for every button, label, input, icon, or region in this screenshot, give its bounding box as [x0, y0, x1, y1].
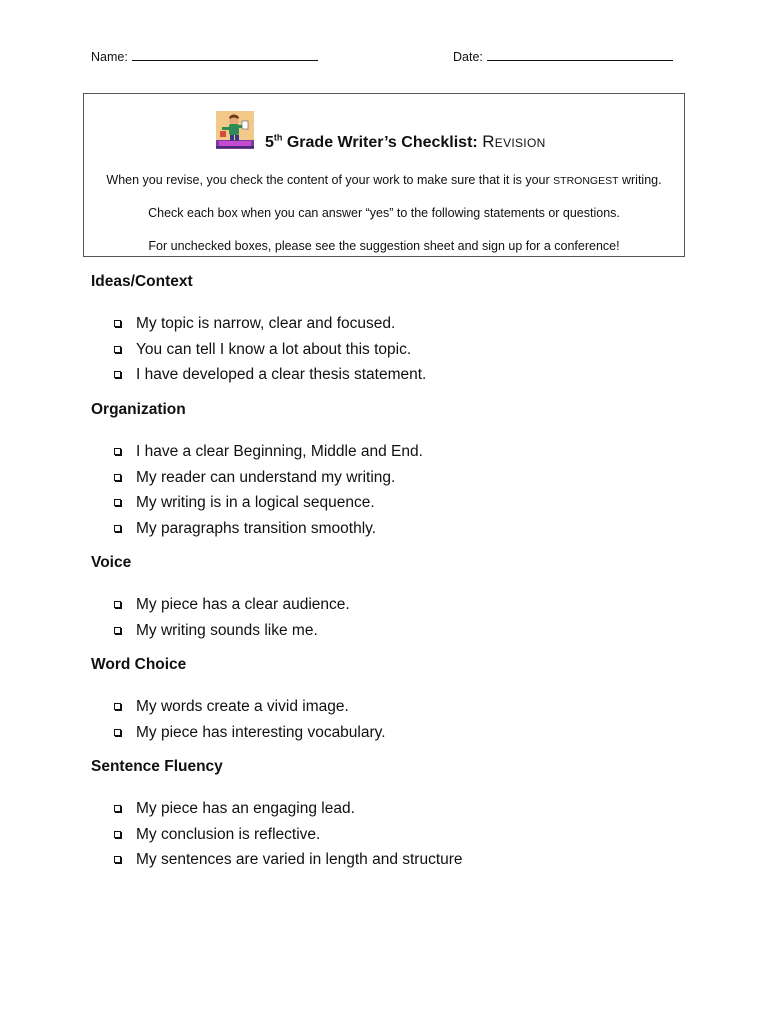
section-word-choice — [91, 655, 711, 745]
section-title: Voice — [91, 554, 132, 571]
checklist-item-label: My words create a vivid image. — [136, 698, 349, 715]
title-main: Grade Writer’s Checklist: — [282, 134, 483, 151]
checklist-item[interactable] — [91, 337, 711, 363]
checklist-item-label: My piece has an engaging lead. — [136, 800, 355, 817]
checklist-item[interactable] — [91, 362, 711, 388]
section-voice — [91, 553, 711, 643]
checkbox[interactable] — [114, 448, 121, 455]
name-field[interactable] — [91, 48, 318, 64]
checkbox[interactable] — [114, 499, 121, 506]
date-label: Date: — [453, 50, 483, 64]
instruction-line-1-pre: When you revise, you check the content of your work to make sure that it is your — [106, 173, 554, 187]
checklist-item-label: My paragraphs transition smoothly. — [136, 519, 377, 537]
checkbox[interactable] — [114, 831, 121, 838]
checklist-item-label: My sentences are varied in length and structure — [136, 851, 463, 868]
title-grade: 5 — [265, 134, 274, 151]
checklist-item-label: You can tell I know a lot about this topic. — [136, 340, 412, 358]
section-title: Organization — [91, 401, 186, 418]
checklist-item[interactable] — [91, 847, 711, 873]
checkbox[interactable] — [114, 856, 121, 863]
checklist-item[interactable] — [91, 720, 711, 746]
checklist — [91, 694, 711, 745]
checklist-item[interactable] — [91, 465, 711, 491]
section-sentence-fluency — [91, 757, 711, 873]
checklist-item[interactable] — [91, 694, 711, 720]
checklist — [91, 592, 711, 643]
checkbox[interactable] — [114, 371, 121, 378]
instruction-line-1-post: writing. — [618, 173, 662, 187]
checklist — [91, 796, 711, 873]
checkbox[interactable] — [114, 703, 121, 710]
checkbox[interactable] — [114, 320, 121, 327]
checkbox[interactable] — [114, 627, 121, 634]
checklist-item[interactable] — [91, 311, 711, 337]
checklist-item[interactable] — [91, 822, 711, 848]
checklist-item-label: My piece has interesting vocabulary. — [136, 723, 386, 741]
checklist-item[interactable] — [91, 439, 711, 465]
section-title: Ideas/Context — [91, 273, 193, 290]
title-box — [83, 93, 685, 257]
date-field[interactable] — [453, 48, 673, 64]
name-blank-line[interactable] — [132, 48, 318, 61]
instruction-line-1 — [84, 173, 684, 187]
checklist-item-label: My reader can understand my writing. — [136, 468, 396, 486]
checklist-item-label: My topic is narrow, clear and focused. — [136, 315, 396, 332]
title-superscript: th — [273, 132, 283, 143]
checklist — [91, 311, 711, 388]
section-title: Word Choice — [91, 656, 187, 673]
checklist-item[interactable] — [91, 796, 711, 822]
section-ideas-context — [91, 272, 711, 388]
instruction-line-3: For unchecked boxes, please see the suggestion sheet and sign up for a conference! — [148, 239, 620, 253]
checklist-item-label: My conclusion is reflective. — [136, 825, 321, 843]
checklist-item-label: My piece has a clear audience. — [136, 596, 350, 613]
checklist-item[interactable] — [91, 516, 711, 542]
checkbox[interactable] — [114, 601, 121, 608]
section-title: Sentence Fluency — [91, 758, 223, 775]
checklist-item-label: I have a clear Beginning, Middle and End. — [136, 443, 423, 460]
title-revision: Revision — [482, 132, 546, 151]
name-label: Name: — [91, 50, 128, 64]
checkbox[interactable] — [114, 525, 121, 532]
checkbox[interactable] — [114, 729, 121, 736]
checklist-item-label: My writing is in a logical sequence. — [136, 494, 375, 511]
checklist-item[interactable] — [91, 618, 711, 644]
checklist-item[interactable] — [91, 592, 711, 618]
page-title — [265, 132, 546, 152]
checkbox[interactable] — [114, 805, 121, 812]
section-organization — [91, 400, 711, 541]
checklist-item-label: I have developed a clear thesis statement. — [136, 366, 427, 383]
checklist — [91, 439, 711, 541]
instruction-line-2: Check each box when you can answer “yes” to the following statements or questions. — [148, 206, 620, 220]
checklist-item-label: My writing sounds like me. — [136, 621, 318, 639]
checkbox[interactable] — [114, 474, 121, 481]
instruction-line-1-strong: STRONGEST — [553, 175, 619, 187]
date-blank-line[interactable] — [487, 48, 673, 61]
checklist-item[interactable] — [91, 490, 711, 516]
writer-clipart-icon — [216, 111, 254, 149]
checkbox[interactable] — [114, 346, 121, 353]
